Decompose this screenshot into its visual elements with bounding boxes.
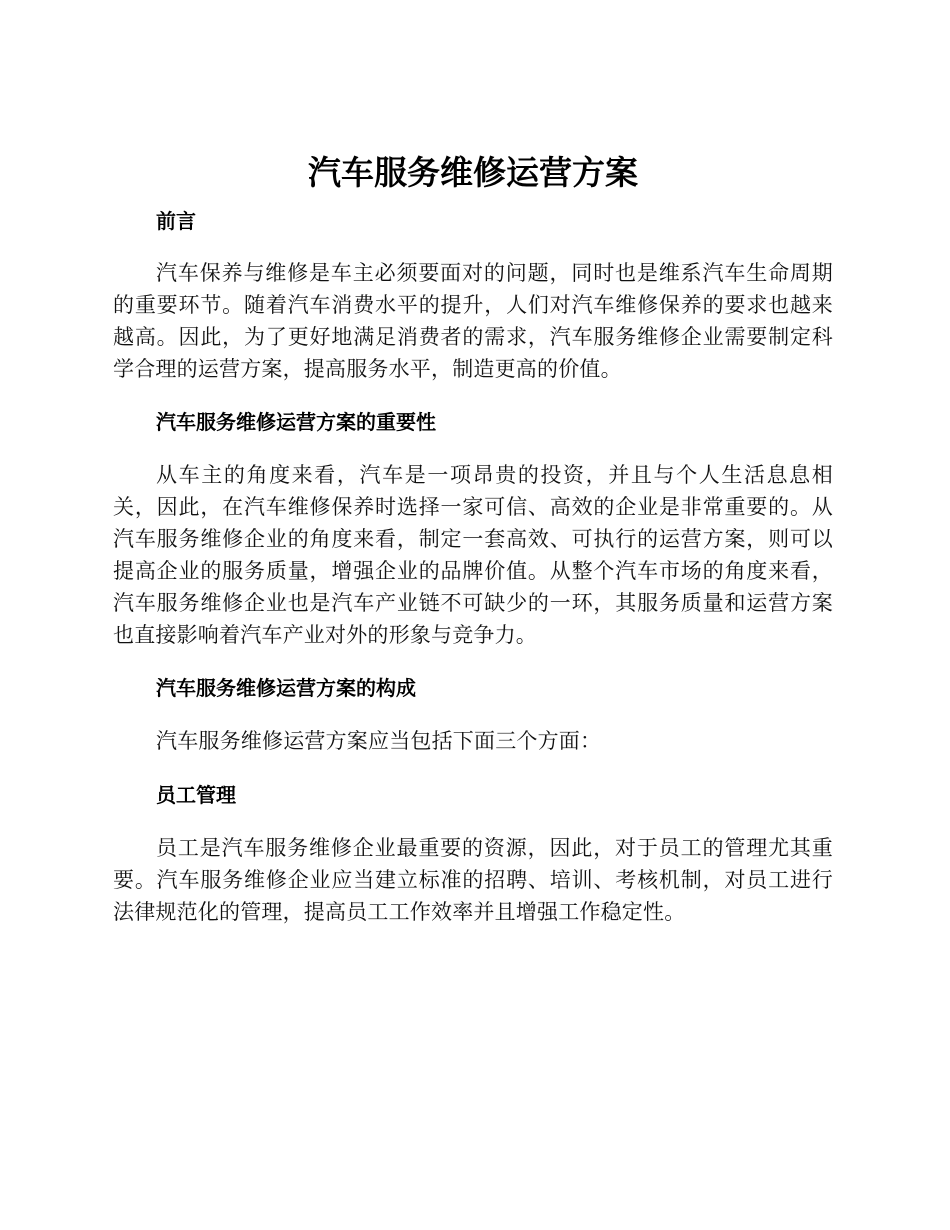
section-paragraph-staff-management: 员工是汽车服务维修企业最重要的资源，因此，对于员工的管理尤其重要。汽车服务维修企业应当建立标准的招聘、培训、考核机制，对员工进行法律规范化的管理，提高员工工作效率并且增强工作稳定性。 [113, 836, 833, 924]
section-heading-importance: 汽车服务维修运营方案的重要性 [156, 410, 436, 434]
section-paragraph-preface: 汽车保养与维修是车主必须要面对的问题，同时也是维系汽车生命周期的重要环节。随着汽车消费水平的提升，人们对汽车维修保养的要求也越来越高。因此，为了更好地满足消费者的需求，汽车服务维修企业需要制定科学合理的运营方案，提高服务水平，制造更高的价值。 [113, 261, 833, 381]
section-heading-composition: 汽车服务维修运营方案的构成 [156, 676, 416, 700]
section-heading-staff-management: 员工管理 [156, 783, 236, 807]
section-heading-preface: 前言 [156, 209, 196, 233]
section-paragraph-importance: 从车主的角度来看，汽车是一项昂贵的投资，并且与个人生活息息相关，因此，在汽车维修保养时选择一家可信、高效的企业是非常重要的。从汽车服务维修企业的角度来看，制定一套高效、可执行的运营方案，则可以提高企业的服务质量，增强企业的品牌价值。从整个汽车市场的角度来看，汽车服务维修企业也是汽车产业链不可缺少的一环，其服务质量和运营方案也直接影响着汽车产业对外的形象与竞争力。 [113, 463, 833, 647]
document-body [113, 150, 833, 928]
document-title: 汽车服务维修运营方案 [308, 153, 638, 192]
section-paragraph-composition: 汽车服务维修运营方案应当包括下面三个方面： [156, 729, 602, 753]
